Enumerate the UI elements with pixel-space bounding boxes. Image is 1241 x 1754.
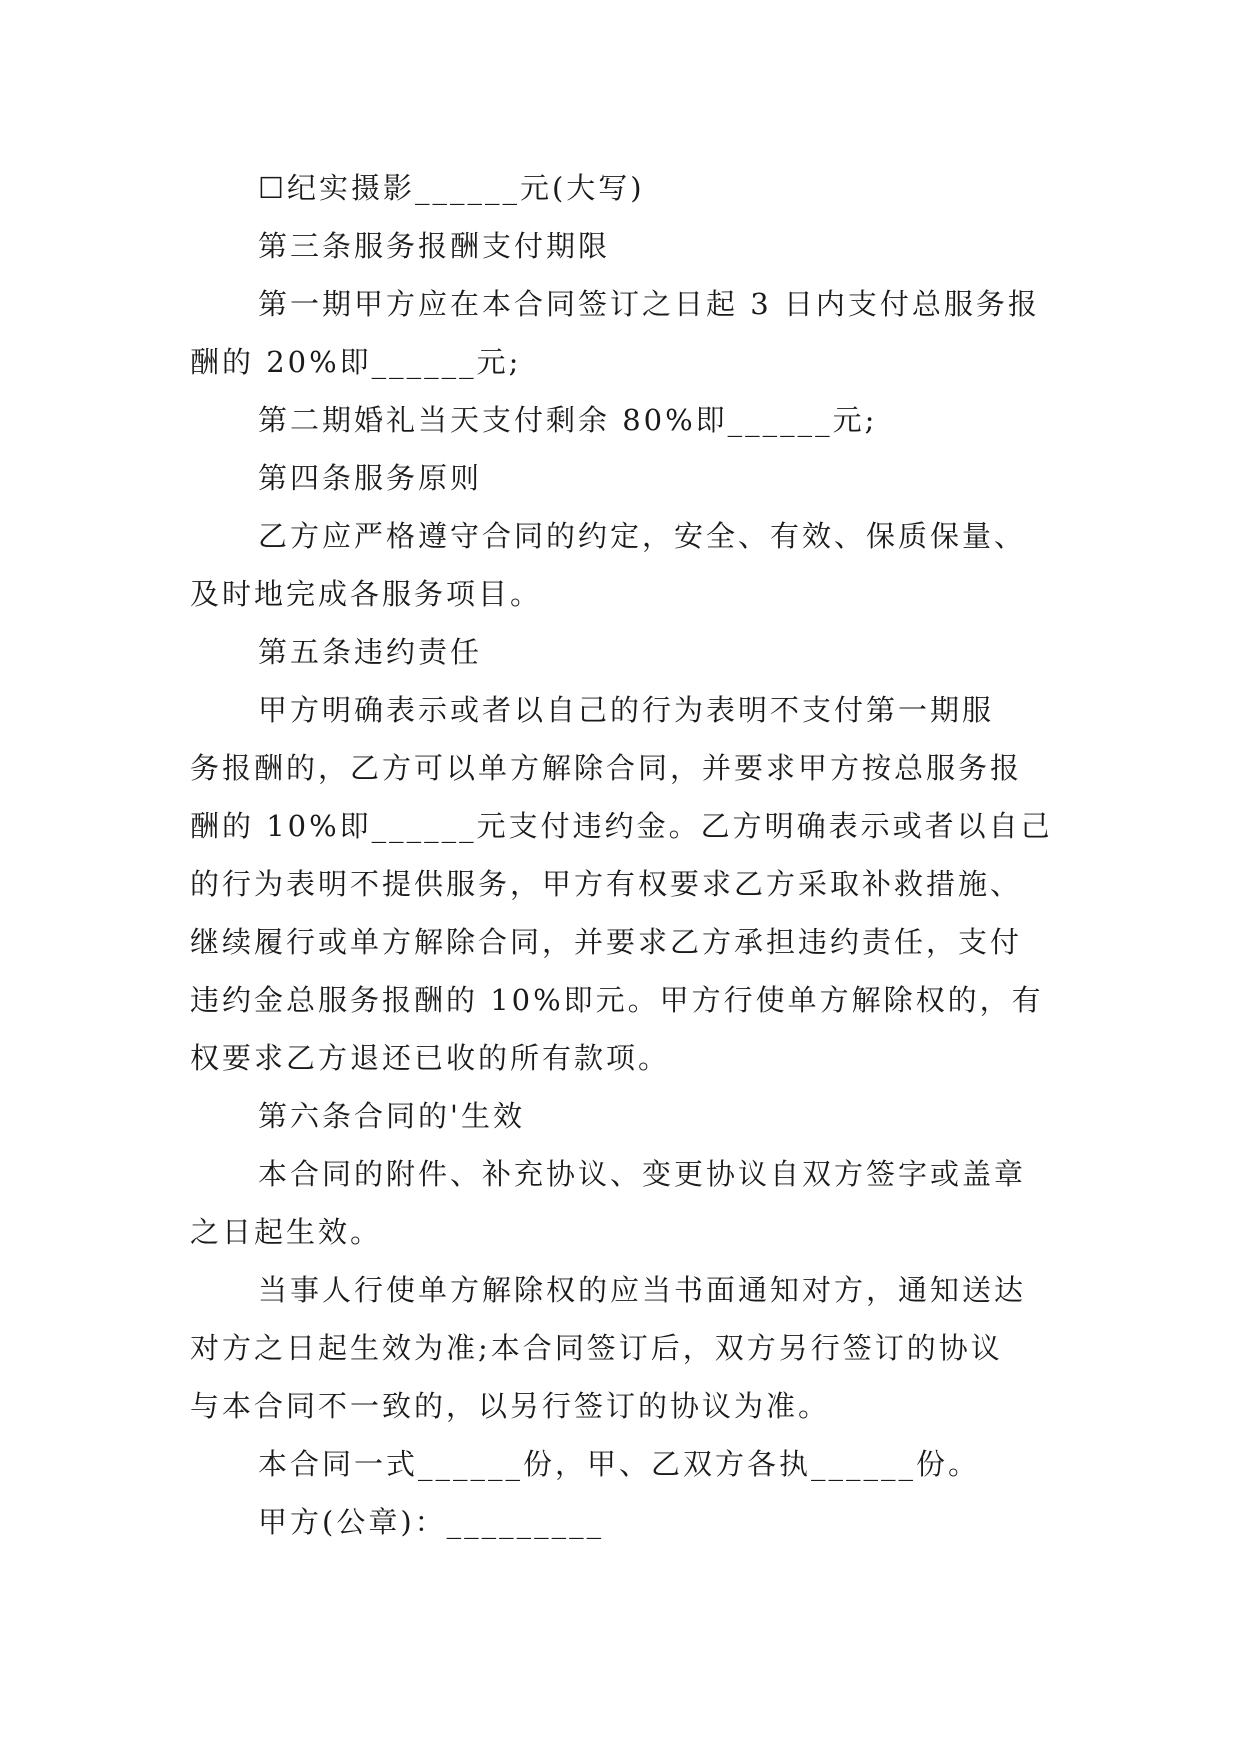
party-a-seal-line: 甲方(公章)：_________ <box>258 1505 605 1539</box>
article-3-para-1-line-2: 酬的 20%即______元; <box>190 345 522 379</box>
article-5-para-line-5: 继续履行或单方解除合同，并要求乙方承担违约责任，支付 <box>190 925 1023 959</box>
article-6-para-2-line-2: 对方之日起生效为准;本合同签订后，双方另行签订的协议 <box>190 1331 1003 1365</box>
article-3-para-1-line-1: 第一期甲方应在本合同签订之日起 3 日内支付总服务报 <box>258 287 1040 321</box>
article-5-para-line-3: 酬的 10%即______元支付违约金。乙方明确表示或者以自己 <box>190 809 1053 843</box>
article-6-para-1-line-1: 本合同的附件、补充协议、变更协议自双方签字或盖章 <box>258 1157 1027 1191</box>
article-5-para-line-2: 务报酬的，乙方可以单方解除合同，并要求甲方按总服务报 <box>190 751 1023 785</box>
article-5-para-line-7: 权要求乙方退还已收的所有款项。 <box>190 1041 671 1075</box>
article-3-para-2: 第二期婚礼当天支付剩余 80%即______元; <box>258 403 878 437</box>
article-6-para-1-line-2: 之日起生效。 <box>190 1215 383 1249</box>
article-3-heading: 第三条服务报酬支付期限 <box>258 229 611 263</box>
article-5-para-line-6: 违约金总服务报酬的 10%即元。甲方行使单方解除权的，有 <box>190 983 1044 1017</box>
article-6-para-2-line-1: 当事人行使单方解除权的应当书面通知对方，通知送达 <box>258 1273 1027 1307</box>
copies-line: 本合同一式______份，甲、乙双方各执______份。 <box>258 1447 981 1481</box>
article-6-heading: 第六条合同的'生效 <box>258 1099 525 1133</box>
photo-fee-line: ☐纪实摄影______元(大写) <box>258 171 645 205</box>
article-5-para-line-1: 甲方明确表示或者以自己的行为表明不支付第一期服 <box>258 693 995 727</box>
article-4-heading: 第四条服务原则 <box>258 461 483 495</box>
article-5-heading: 第五条违约责任 <box>258 635 483 669</box>
article-4-para-line-1: 乙方应严格遵守合同的约定，安全、有效、保质保量、 <box>258 519 1027 553</box>
article-6-para-2-line-3: 与本合同不一致的，以另行签订的协议为准。 <box>190 1389 831 1423</box>
article-4-para-line-2: 及时地完成各服务项目。 <box>190 577 543 611</box>
article-5-para-line-4: 的行为表明不提供服务，甲方有权要求乙方采取补救措施、 <box>190 867 1023 901</box>
